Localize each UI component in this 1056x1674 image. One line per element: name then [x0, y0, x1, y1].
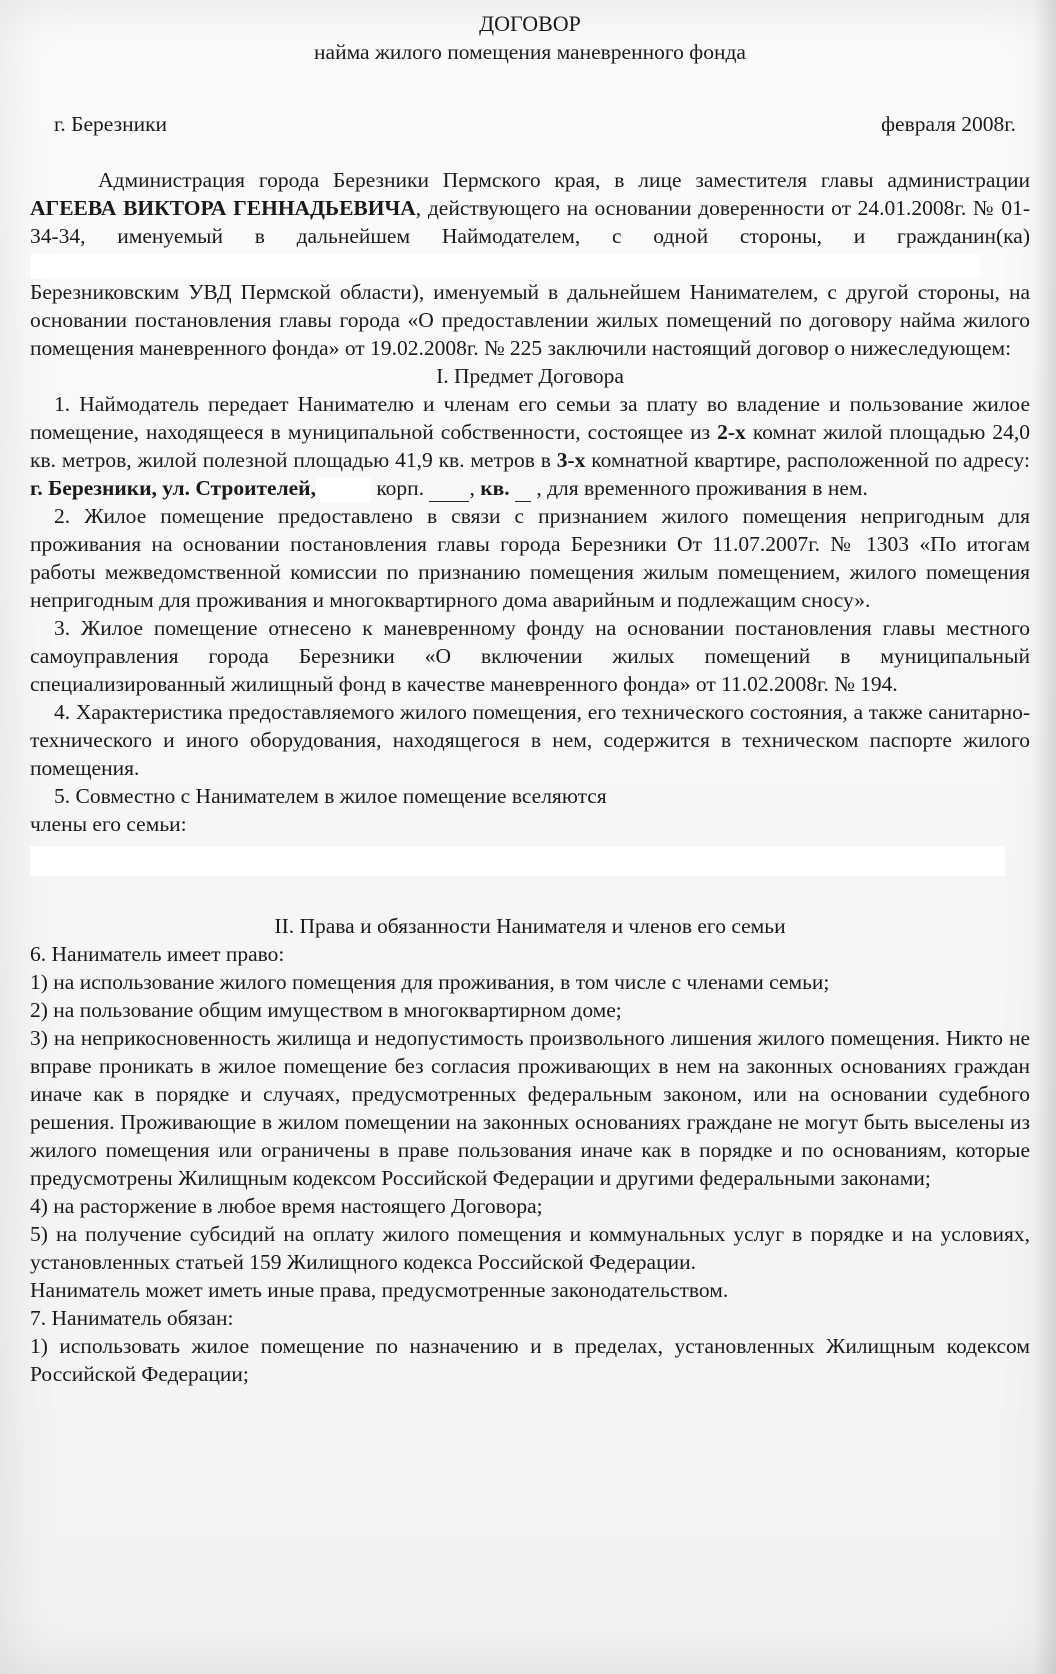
korp-blank — [429, 481, 469, 502]
document-subtitle: найма жилого помещения маневренного фонда — [314, 40, 746, 64]
place-date-line — [30, 110, 1030, 138]
clause-5-family: члены его семьи: — [30, 812, 187, 837]
redacted-house-number — [316, 478, 371, 502]
preamble: Администрация города Березники Пермского края, в лице заместителя главы администрации АГЕЕВА ВИКТОРА ГЕННАДЬЕВИЧА, действующего на основании доверенности от 24.01.2008г. № 01-34-34, именуемый в дальнейшем Наймодателем, с одной стороны, и гражданин(ка) Березниковским УВД Пермской области), именуемый в дальнейшем Нанимателем, с другой стороны, на основании постановления главы города «О предоставлении жилых помещений по договору найма жилого помещения маневренного фонда» от 19.02.2008г. № 225 заключили настоящий договор о нижеследующем: — [30, 168, 1030, 361]
section-1-heading: I. Предмет Договора — [436, 364, 624, 389]
section-2-heading: II. Права и обязанности Нанимателя и членов его семьи — [274, 914, 786, 939]
document-body — [30, 10, 1030, 1388]
redacted-tenant-details — [630, 254, 980, 278]
redacted-family-members — [30, 846, 1005, 876]
document-title: ДОГОВОР — [479, 11, 581, 36]
official-name: АГЕЕВА ВИКТОРА ГЕННАДЬЕВИЧА — [30, 196, 416, 220]
clause-6-item-1: 1) на использование жилого помещения для проживания, в том числе с членами семьи; — [30, 970, 830, 995]
clause-6: 6. Наниматель имеет право: — [30, 942, 285, 967]
place: г. Березники — [54, 112, 168, 136]
address: г. Березники, ул. Строителей, — [30, 476, 316, 501]
clause-2: 2. Жилое помещение предоставлено в связи с признанием жилого помещения непригодным для проживания на основании постановления главы города Березники От 11.07.2007г. № 1303 «По итогам работы межведомственной комиссии по признанию помещения жилым помещением, жилого помещения непригодным для проживания и многоквартирного дома аварийным и подлежащим сносу». — [30, 504, 1030, 613]
clause-7-item-1: 1) использовать жилое помещение по назначению и в пределах, установленных Жилищным кодексом Российской Федерации; — [30, 1334, 1030, 1387]
redacted-tenant-name — [30, 254, 630, 278]
clause-4: 4. Характеристика предоставляемого жилого помещения, его технического состояния, а также санитарно-технического и иного оборудования, находящегося в нем, содержится в техническом паспорте жилого помещения. — [30, 700, 1030, 781]
other-rights: Наниматель может иметь иные права, предусмотренные законодательством. — [30, 1278, 729, 1303]
clause-7: 7. Наниматель обязан: — [30, 1306, 234, 1331]
clause-1: 1. Наймодатель передает Нанимателю и членам его семьи за плату во владение и пользование жилое помещение, находящееся в муниципальной собственности, состоящее из 2-х комнат жилой площадью 24,0 кв. метров, жилой полезной площадью 41,9 кв. метров в 3-х комнатной квартире, расположенной по адресу: г. Березники, ул. Строителей, корп. , кв. , для временного проживания в нем. — [30, 390, 1030, 502]
clause-6-item-3: 3) на неприкосновенность жилища и недопустимость произвольного лишения жилого помещения. Никто не вправе проникать в жилое помещение без согласия проживающих в нем на законных основаниях граждан иначе как в порядке и случаях, предусмотренных федеральным законом, или на основании судебного решения. Проживающие в жилом помещении на законных основаниях граждане не могут быть выселены из жилого помещения или ограничены в праве пользования иначе как в порядке и по основаниям, которые предусмотрены Жилищным кодексом Российской Федерации и другими федеральными законами; — [30, 1026, 1030, 1191]
clause-6-item-2: 2) на пользование общим имуществом в многоквартирном доме; — [30, 998, 622, 1023]
clause-3: 3. Жилое помещение отнесено к маневренному фонду на основании постановления главы местного самоуправления города Березники «О включении жилых помещений в муниципальный специализированный жилищный фонд в качестве маневренного фонда» от 11.02.2008г. № 194. — [30, 616, 1030, 697]
clause-5: 5. Совместно с Нанимателем в жилое помещение вселяются — [54, 784, 607, 809]
clause-6-item-5: 5) на получение субсидий на оплату жилого помещения и коммунальных услуг в порядке и на условиях, установленных статьей 159 Жилищного кодекса Российской Федерации. — [30, 1222, 1030, 1275]
kv-blank — [515, 481, 531, 502]
date: февраля 2008г. — [881, 112, 1016, 136]
clause-6-item-4: 4) на расторжение в любое время настоящего Договора; — [30, 1194, 543, 1219]
